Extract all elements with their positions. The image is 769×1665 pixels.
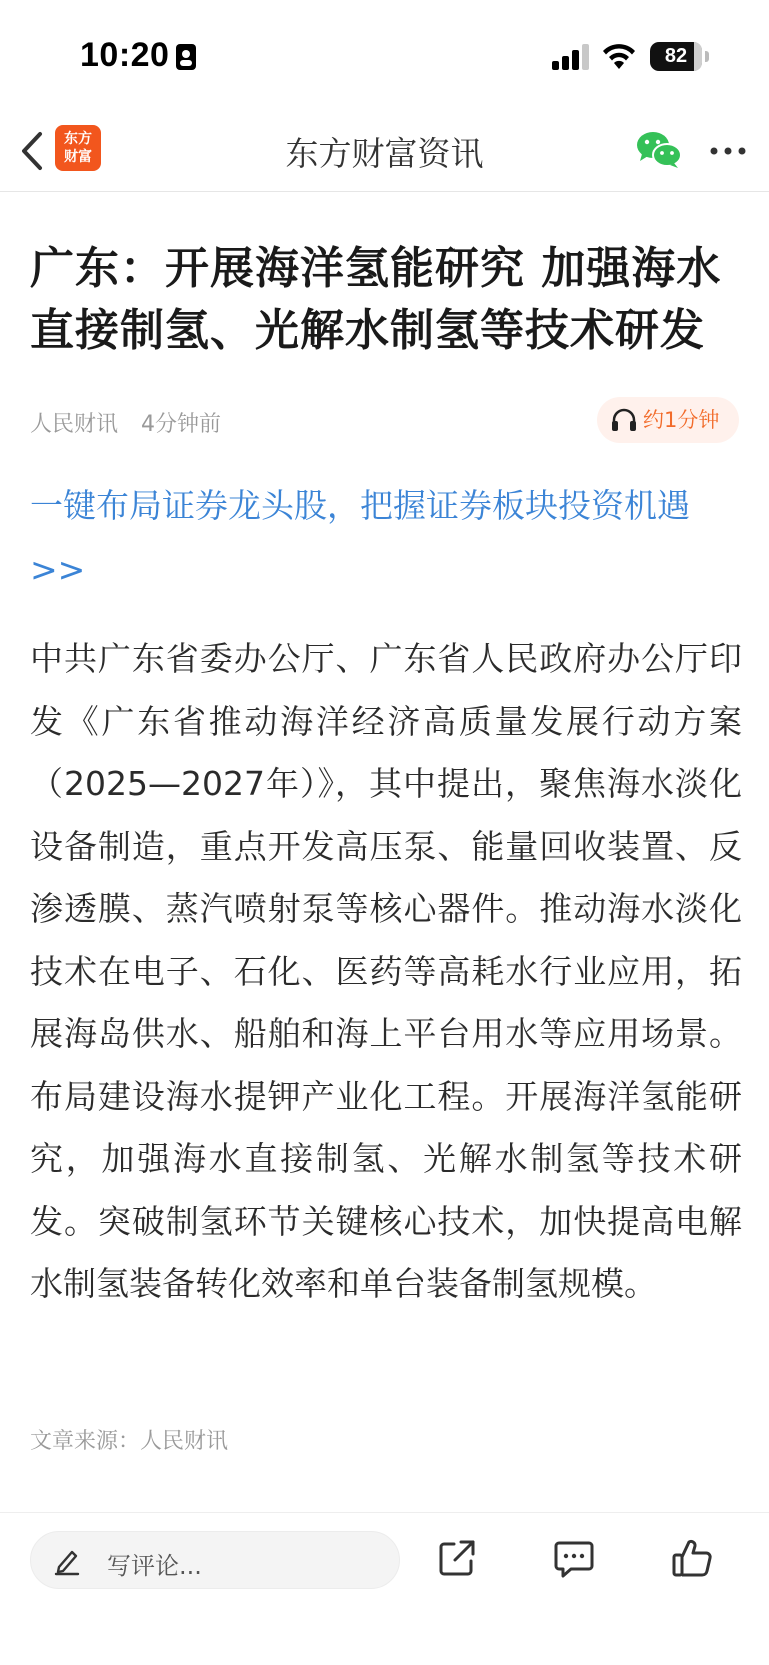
thumbs-up-icon[interactable] — [671, 1537, 713, 1579]
page-title: 东方财富资讯 — [285, 134, 484, 173]
listen-button[interactable] — [597, 397, 739, 443]
comment-input[interactable] — [30, 1531, 400, 1589]
wifi-icon — [601, 42, 637, 70]
nav-bar — [0, 110, 769, 192]
pencil-icon — [53, 1546, 81, 1576]
promo-link[interactable]: 一键布局证券龙头股，把握证券板块投资机遇>> — [30, 486, 690, 589]
battery-tip — [705, 51, 709, 62]
article-source-name: 人民财讯 — [30, 412, 119, 437]
battery-indicator — [650, 42, 702, 71]
article-title: 广东：开展海洋氢能研究 加强海水直接制氢、光解水制氢等技术研发 — [30, 243, 722, 356]
contact-card-icon — [175, 43, 197, 71]
logo-line-2: 财富 — [64, 149, 92, 165]
more-horizontal-icon[interactable] — [708, 136, 748, 166]
bottom-action-bar — [0, 1512, 769, 1665]
status-bar — [0, 0, 769, 110]
article-source-line: 文章来源：人民财讯 — [30, 1429, 229, 1454]
article-body: 中共广东省委办公厅、广东省人民政府办公厅印发《广东省推动海洋经济高质量发展行动方案（2025—2027年）》，其中提出，聚焦海水淡化设备制造，重点开发高压泵、能量回收装置、反渗透膜、蒸汽喷射泵等核心器件。推动海水淡化技术在电子、石化、医药等高耗水行业应用，拓展海岛供水、船舶和海上平台用水等应用场景。布局建设海水提钾产业化工程。开展海洋氢能研究，加强海水直接制氢、光解水制氢等技术研发。突破制氢环节关键核心技术，加快提高电解水制氢装备转化效率和单台装备制氢规模。 — [30, 639, 742, 1303]
chevron-left-icon[interactable] — [16, 128, 50, 174]
logo-line-1: 东方 — [64, 131, 92, 147]
cellular-signal-icon — [552, 44, 590, 70]
battery-level: 82 — [664, 45, 688, 67]
listen-duration: 约1分钟 — [643, 408, 720, 432]
comment-icon[interactable] — [553, 1539, 595, 1579]
status-time: 10:20 — [80, 36, 170, 74]
share-icon[interactable] — [437, 1538, 477, 1578]
article-meta — [30, 407, 237, 438]
comment-placeholder: 写评论... — [107, 1552, 202, 1580]
article-time: 4分钟前 — [141, 412, 222, 437]
headphone-icon — [611, 408, 637, 432]
wechat-icon[interactable] — [636, 130, 682, 170]
app-logo[interactable] — [55, 125, 101, 171]
battery-empty-segment — [694, 42, 702, 71]
